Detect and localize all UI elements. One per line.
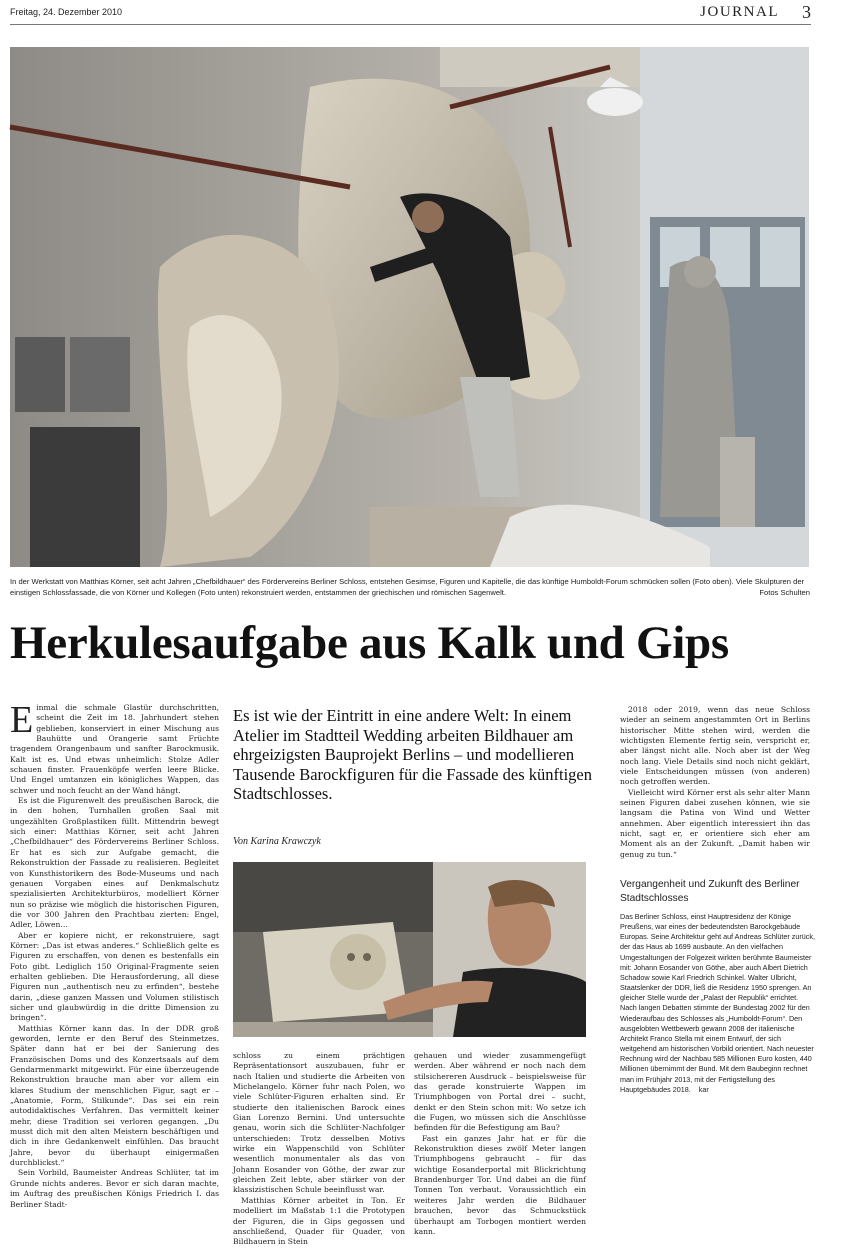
article-paragraph: gehauen und wieder zusammengefügt werden. Aber während er noch nach dem stilsichereren Ausdruck – beispielsweise für das gerade konstruierte Wappen im Triumphbogen von Portal drei – sucht, denkt er den Stein schon mit: Wo setze ich die Fugen, wo müssen sich die Anschlüsse befinden für die Befestigung am Bau? [414, 1051, 586, 1133]
article-paragraph: schloss zu einem prächtigen Repräsentationsort auszubauen, fuhr er nach Italien und studierte die Arbeiten von Michelangelo. Körner fuhr nach Polen, wo viele Schlüter-Figuren erhalten sind. Er studierte den italienischen Barock eines Gian Lorenzo Bernini. Und untersuchte genau, worin sich die Schlüter-Nachfolger unterschieden: Trotz desselben Motivs wirke ein Wappenschild von Schlüter wesentlich monumentaler als das von Johann Eosander von Göthe, der zwar zur gleichen Zeit lebte, aber stärker von der klassizistischen Schule beeinflusst war. [233, 1051, 405, 1195]
article-paragraph: Matthias Körner arbeitet in Ton. Er modelliert im Maßstab 1:1 die Prototypen der Figuren, die in Gips gegossen und anschließend, Quader für Quader, von Bildhauern in Stein [233, 1195, 405, 1247]
section-title: JOURNAL [700, 4, 779, 20]
article-paragraph: 2018 oder 2019, wenn das neue Schloss wieder an seinem angestammten Ort in Berlins historischer Mitte stehen wird, werden die wichtigsten Elemente fertig sein, verspricht er, aber längst nicht alle. Noch aber ist der Weg noch lang. Viele Details sind noch nicht geklärt, viele Entscheidungen müssen (von anderen) noch getroffen werden. [620, 705, 810, 787]
infobox-title: Vergangenheit und Zukunft des Berliner Stadtschlosses [620, 879, 800, 904]
article-byline: Von Karina Krawczyk [233, 836, 321, 847]
article-paragraph: Einmal die schmale Glastür durchschritten, scheint die Zeit im 18. Jahrhundert stehen geblieben, konserviert in einer Mischung aus Bauhütte und Orangerie samt Früchte tragendem Orangenbaum und sanfter Barockmusik. Kalt ist es. Und etwas unheimlich: Stolze Adler schauen finster. Frauenköpfe werfen leere Blicke. Und Engel umtanzen ein königliches Wappen, das schwer und noch feucht an der Wand hängt. [10, 699, 219, 795]
workshop-photo-illustration [10, 47, 809, 567]
drop-cap: E [10, 699, 34, 741]
issue-date: Freitag, 24. Dezember 2010 [10, 7, 123, 17]
article-column-1 [10, 699, 219, 1210]
photo-credit: Fotos Schulten [759, 587, 810, 597]
article-lead: Es ist wie der Eintritt in eine andere Welt: In einem Atelier im Stadtteil Wedding arbeiten Bildhauer am ehrgeizigsten Bauprojekt Berlins – und modellieren Tausende Barockfiguren für die Fassade des künftigen Stadtschlosses. [233, 706, 592, 803]
sculptor-photo-illustration [233, 862, 586, 1037]
secondary-photo [233, 862, 586, 1037]
article-paragraph: Fast ein ganzes Jahr hat er für die Rekonstruktion dieses zwölf Meter langen Triumphbogens gebraucht – für das wichtige Eosanderportal mit Blickrichtung Brandenburger Tor. Und dabei an die fünf Tonnen Ton verbaut. Voraussichtlich ein weiteres Jahr werden die Bildhauer brauchen, bevor das Schmuckstück überhaupt am Torbogen montiert werden kann. [414, 1133, 586, 1236]
infobox-author: kar [698, 1084, 709, 1094]
article-paragraph: Sein Vorbild, Baumeister Andreas Schlüter, tat im Grunde nichts anderes. Bevor er sich daran machte, im Auftrag des preußischen Königs Friedrich I. das Berliner Stadt- [10, 1168, 219, 1209]
infobox-body: Das Berliner Schloss, einst Hauptresidenz der Könige Preußens, war eines der bedeutendsten Barockgebäude Europas. Seine Architektur geht auf Andreas Schlüter zurück, der das Haus ab 1699 ausbaute. An den vielfachen Umgestaltungen der Folgezeit wirkten berühmte Baumeister mit: Johann Eosander von Göthe, aber auch Albert Dietrich Schadow sowie Karl Friedrich Schinkel. Walter Ulbricht, Staatslenker der DDR, ließ die Residenz 1950 sprengen. An gleicher Stelle wurde der „Palast der Republik“ errichtet. Nach langen Debatten stimmte der Bundestag 2002 für den Wiederaufbau des Schlosses als „Humboldt-Forum“. Den ausgelobten Wettbewerb gewann 2008 der italienische Architekt Franco Stella mit einem Entwurf, der sich weitgehend am historischen Vorbild orientiert. Nach neuester Rechnung wird der Nachbau 585 Millionen Euro kosten, 440 Millionen übernimmt der Bund. Mit dem Baubeginn rechnet man im Frühjahr 2013, mit der Fertigstellung des Hauptgebäudes 2018. [620, 912, 815, 1094]
photo-caption [10, 577, 810, 598]
infobox-text [620, 912, 815, 1095]
page-number: 3 [802, 2, 811, 22]
article-column-2 [233, 1051, 405, 1248]
article-column-3 [414, 1051, 586, 1237]
article-paragraph: Es ist die Figurenwelt des preußischen Barock, die in den hohen, Turnhallen großen Saal mit ungezählten Großplastiken füllt. Mittendrin bewegt sich einer: Matthias Körner, seit acht Jahren „Chefbildhauer“ des Fördervereins Berliner Schloss. Er hat es sich zur Aufgabe gemacht, die Rekonstruktion der Fassade zu realisieren. Begleitet von Kunsthistorikern des Bode-Museums und nach genauen Vorgaben eines auf Denkmalschutz spezialisierten Architekturbüros, modelliert Körner nun so präzise wie möglich die historischen Figuren, die vor 300 Jahren den Prachtbau zierten: Engel, Adler, Löwen… [10, 796, 219, 930]
article-paragraph: Aber er kopiere nicht, er rekonstruiere, sagt Körner: „Das ist etwas anderes.“ Schließlich gelte es Figuren zu erschaffen, von denen es bestenfalls ein Foto gibt. Lediglich 150 Original-Fragmente seien erhalten geblieben. Die Herausforderung, all diese Figuren nun „authentisch neu zu erfinden“, bestehe darin, „diese ganzen Massen und Volumen stilistisch sicher und glaubwürdig in die dritte Dimension zu bringen“. [10, 930, 219, 1023]
article-column-4 [620, 705, 810, 860]
header-rule [10, 24, 811, 25]
article-paragraph: Vielleicht wird Körner erst als sehr alter Mann seinen Figuren dabei zusehen können, wie sie langsam die Patina von Wind und Wetter annehmen. Aber eigentlich interessiert ihn das nicht, sagt er, er orientiere sich eher am Moment als an der Zukunft. „Damit haben wir genug zu tun.“ [620, 787, 810, 859]
article-headline: Herkulesaufgabe aus Kalk und Gips [10, 617, 729, 669]
article-paragraph: Matthias Körner kann das. In der DDR groß geworden, lernte er den Beruf des Steinmetzes. Später dann hat er bei der Sanierung des Französischen Doms und des Konzertsaals auf dem Gendarmenmarkt mitgewirkt. Für eine überzeugende Rekonstruktion brauche man aber vor allem ein klares Studium der menschlichen Figur, sagt er – „Anatomie, Form, Stilkunde“. Das sei ein rein autodidaktisches Verfahren. Das vermittelt keiner mehr, diese Tradition sei verloren gegangen. „Du musst dich mit den alten Meistern beschäftigen und dich in ihre Gedankenwelt einfühlen. Das braucht Jahre, bevor du überhaupt einigermaßen durchblickst.“ [10, 1023, 219, 1168]
caption-text: In der Werkstatt von Matthias Körner, seit acht Jahren „Chefbildhauer“ des Fördervereins Berliner Schloss, entstehen Gesimse, Figuren und Kapitelle, die das künftige Humboldt-Forum schmücken sollen (Foto oben). Viele Skulpturen der einstigen Schlossfassade, die von Körner und Kollegen (Foto unten) rekonstruiert werden, entstammen der griechischen und römischen Sagenwelt. [10, 577, 805, 597]
main-photo [10, 47, 809, 567]
